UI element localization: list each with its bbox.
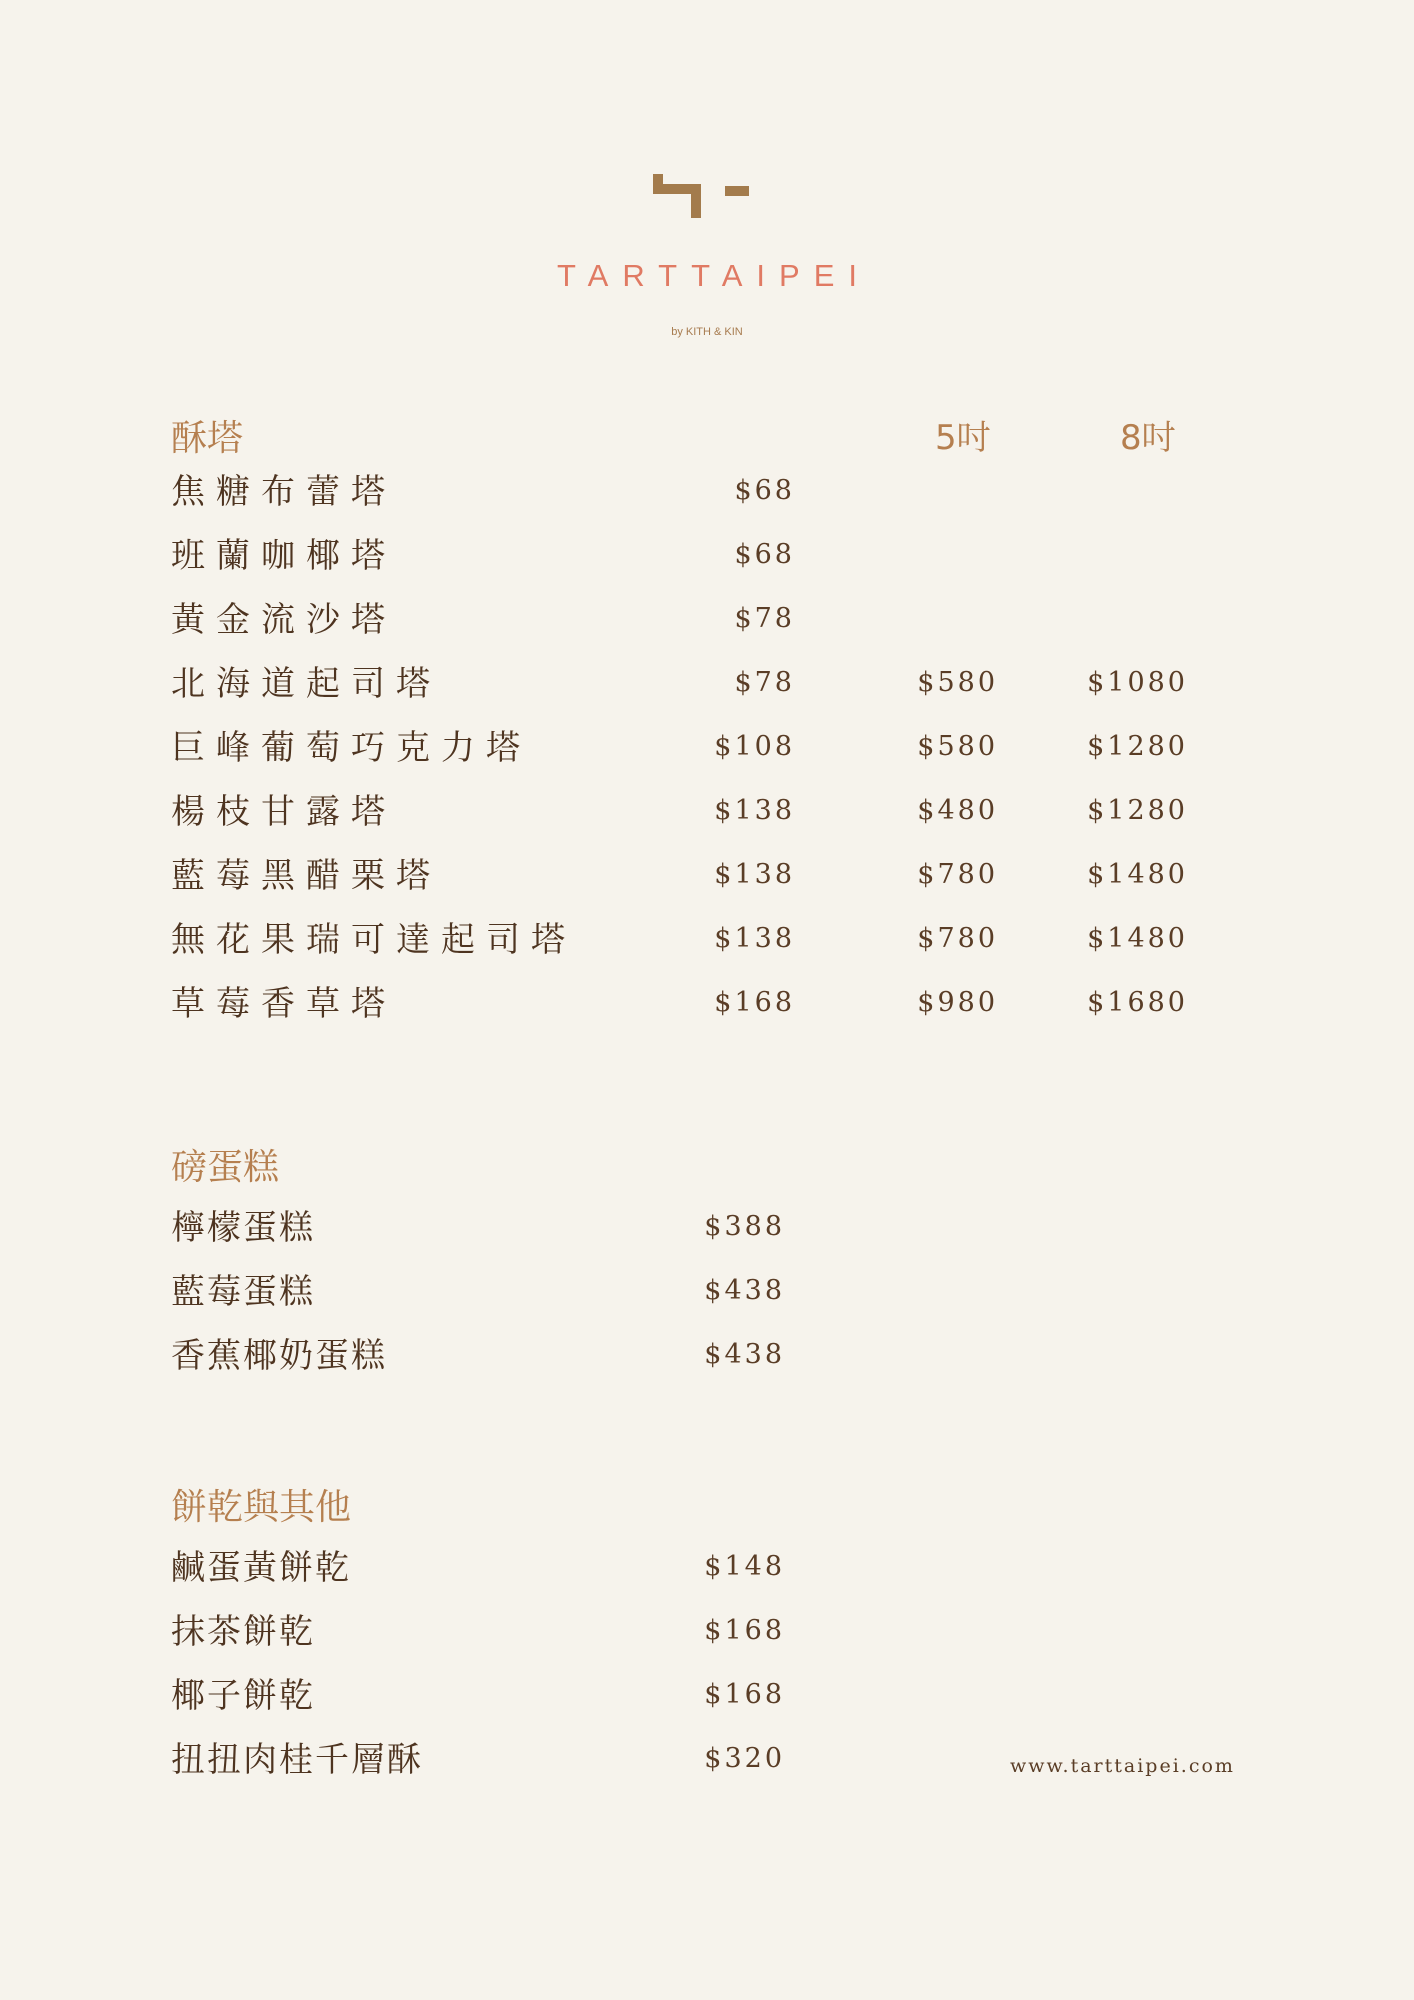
- brand-subtitle: by KITH & KIN: [671, 326, 743, 338]
- item-name: 草莓香草塔: [171, 984, 396, 1024]
- item-name: 椰子餅乾: [171, 1676, 315, 1716]
- item-price: $438: [704, 1275, 785, 1306]
- item-price-5-inch: $580: [917, 731, 998, 762]
- item-name: 焦糖布蕾塔: [171, 472, 396, 512]
- item-price: $168: [704, 1615, 785, 1646]
- item-price-5-inch: $980: [917, 987, 998, 1018]
- item-price-8-inch: $1280: [1087, 795, 1188, 826]
- item-price-8-inch: $1080: [1087, 667, 1188, 698]
- item-price: $320: [704, 1743, 785, 1774]
- item-name: 班蘭咖椰塔: [171, 536, 396, 576]
- item-name: 黃金流沙塔: [171, 600, 396, 640]
- item-name: 北海道起司塔: [171, 664, 441, 704]
- item-price-5-inch: $780: [917, 859, 998, 890]
- menu-row: [0, 856, 1414, 909]
- menu-row: [0, 1336, 1414, 1389]
- section-title-tarts: 酥塔: [171, 418, 244, 459]
- item-name: 鹹蛋黃餅乾: [171, 1548, 351, 1588]
- item-price-5-inch: $480: [917, 795, 998, 826]
- size-header-8-inch: 8吋: [1120, 418, 1176, 458]
- item-price: $138: [714, 923, 795, 954]
- logo-mark-icon: [651, 172, 751, 222]
- item-price: $388: [704, 1211, 785, 1242]
- item-price: $148: [704, 1551, 785, 1582]
- item-name: 扭扭肉桂千層酥: [171, 1740, 423, 1780]
- item-price-8-inch: $1280: [1087, 731, 1188, 762]
- item-name: 楊枝甘露塔: [171, 792, 396, 832]
- size-header-5-inch: 5吋: [935, 418, 991, 458]
- menu-row: [0, 600, 1414, 653]
- item-name: 藍莓蛋糕: [171, 1272, 315, 1312]
- item-price: $108: [714, 731, 795, 762]
- item-name: 香蕉椰奶蛋糕: [171, 1336, 387, 1376]
- item-price-8-inch: $1480: [1087, 923, 1188, 954]
- section-title-pound-cake: 磅蛋糕: [171, 1147, 280, 1188]
- brand-name: TARTTAIPEI: [557, 258, 871, 293]
- item-name: 巨峰葡萄巧克力塔: [171, 728, 531, 768]
- item-name: 抹茶餅乾: [171, 1612, 315, 1652]
- item-price-8-inch: $1480: [1087, 859, 1188, 890]
- menu-row: [0, 1676, 1414, 1729]
- item-price: $68: [734, 539, 795, 570]
- item-name: 檸檬蛋糕: [171, 1208, 315, 1248]
- menu-row: [0, 984, 1414, 1037]
- section-title-cookies: 餅乾與其他: [171, 1487, 352, 1528]
- menu-row: [0, 920, 1414, 973]
- menu-row: [0, 728, 1414, 781]
- menu-row: [0, 1208, 1414, 1261]
- item-price: $138: [714, 795, 795, 826]
- menu-row: [0, 1612, 1414, 1665]
- item-price-5-inch: $780: [917, 923, 998, 954]
- menu-row: [0, 472, 1414, 525]
- menu-row: [0, 1548, 1414, 1601]
- item-price: $78: [734, 603, 795, 634]
- website-link[interactable]: www.tarttaipei.com: [1010, 1755, 1235, 1777]
- item-name: 無花果瑞可達起司塔: [171, 920, 576, 960]
- menu-row: [0, 664, 1414, 717]
- menu-row: [0, 792, 1414, 845]
- menu-row: [0, 536, 1414, 589]
- item-name: 藍莓黑醋栗塔: [171, 856, 441, 896]
- item-price-5-inch: $580: [917, 667, 998, 698]
- item-price: $138: [714, 859, 795, 890]
- item-price-8-inch: $1680: [1087, 987, 1188, 1018]
- item-price: $78: [734, 667, 795, 698]
- item-price: $168: [704, 1679, 785, 1710]
- item-price: $168: [714, 987, 795, 1018]
- menu-row: [0, 1272, 1414, 1325]
- item-price: $438: [704, 1339, 785, 1370]
- item-price: $68: [734, 475, 795, 506]
